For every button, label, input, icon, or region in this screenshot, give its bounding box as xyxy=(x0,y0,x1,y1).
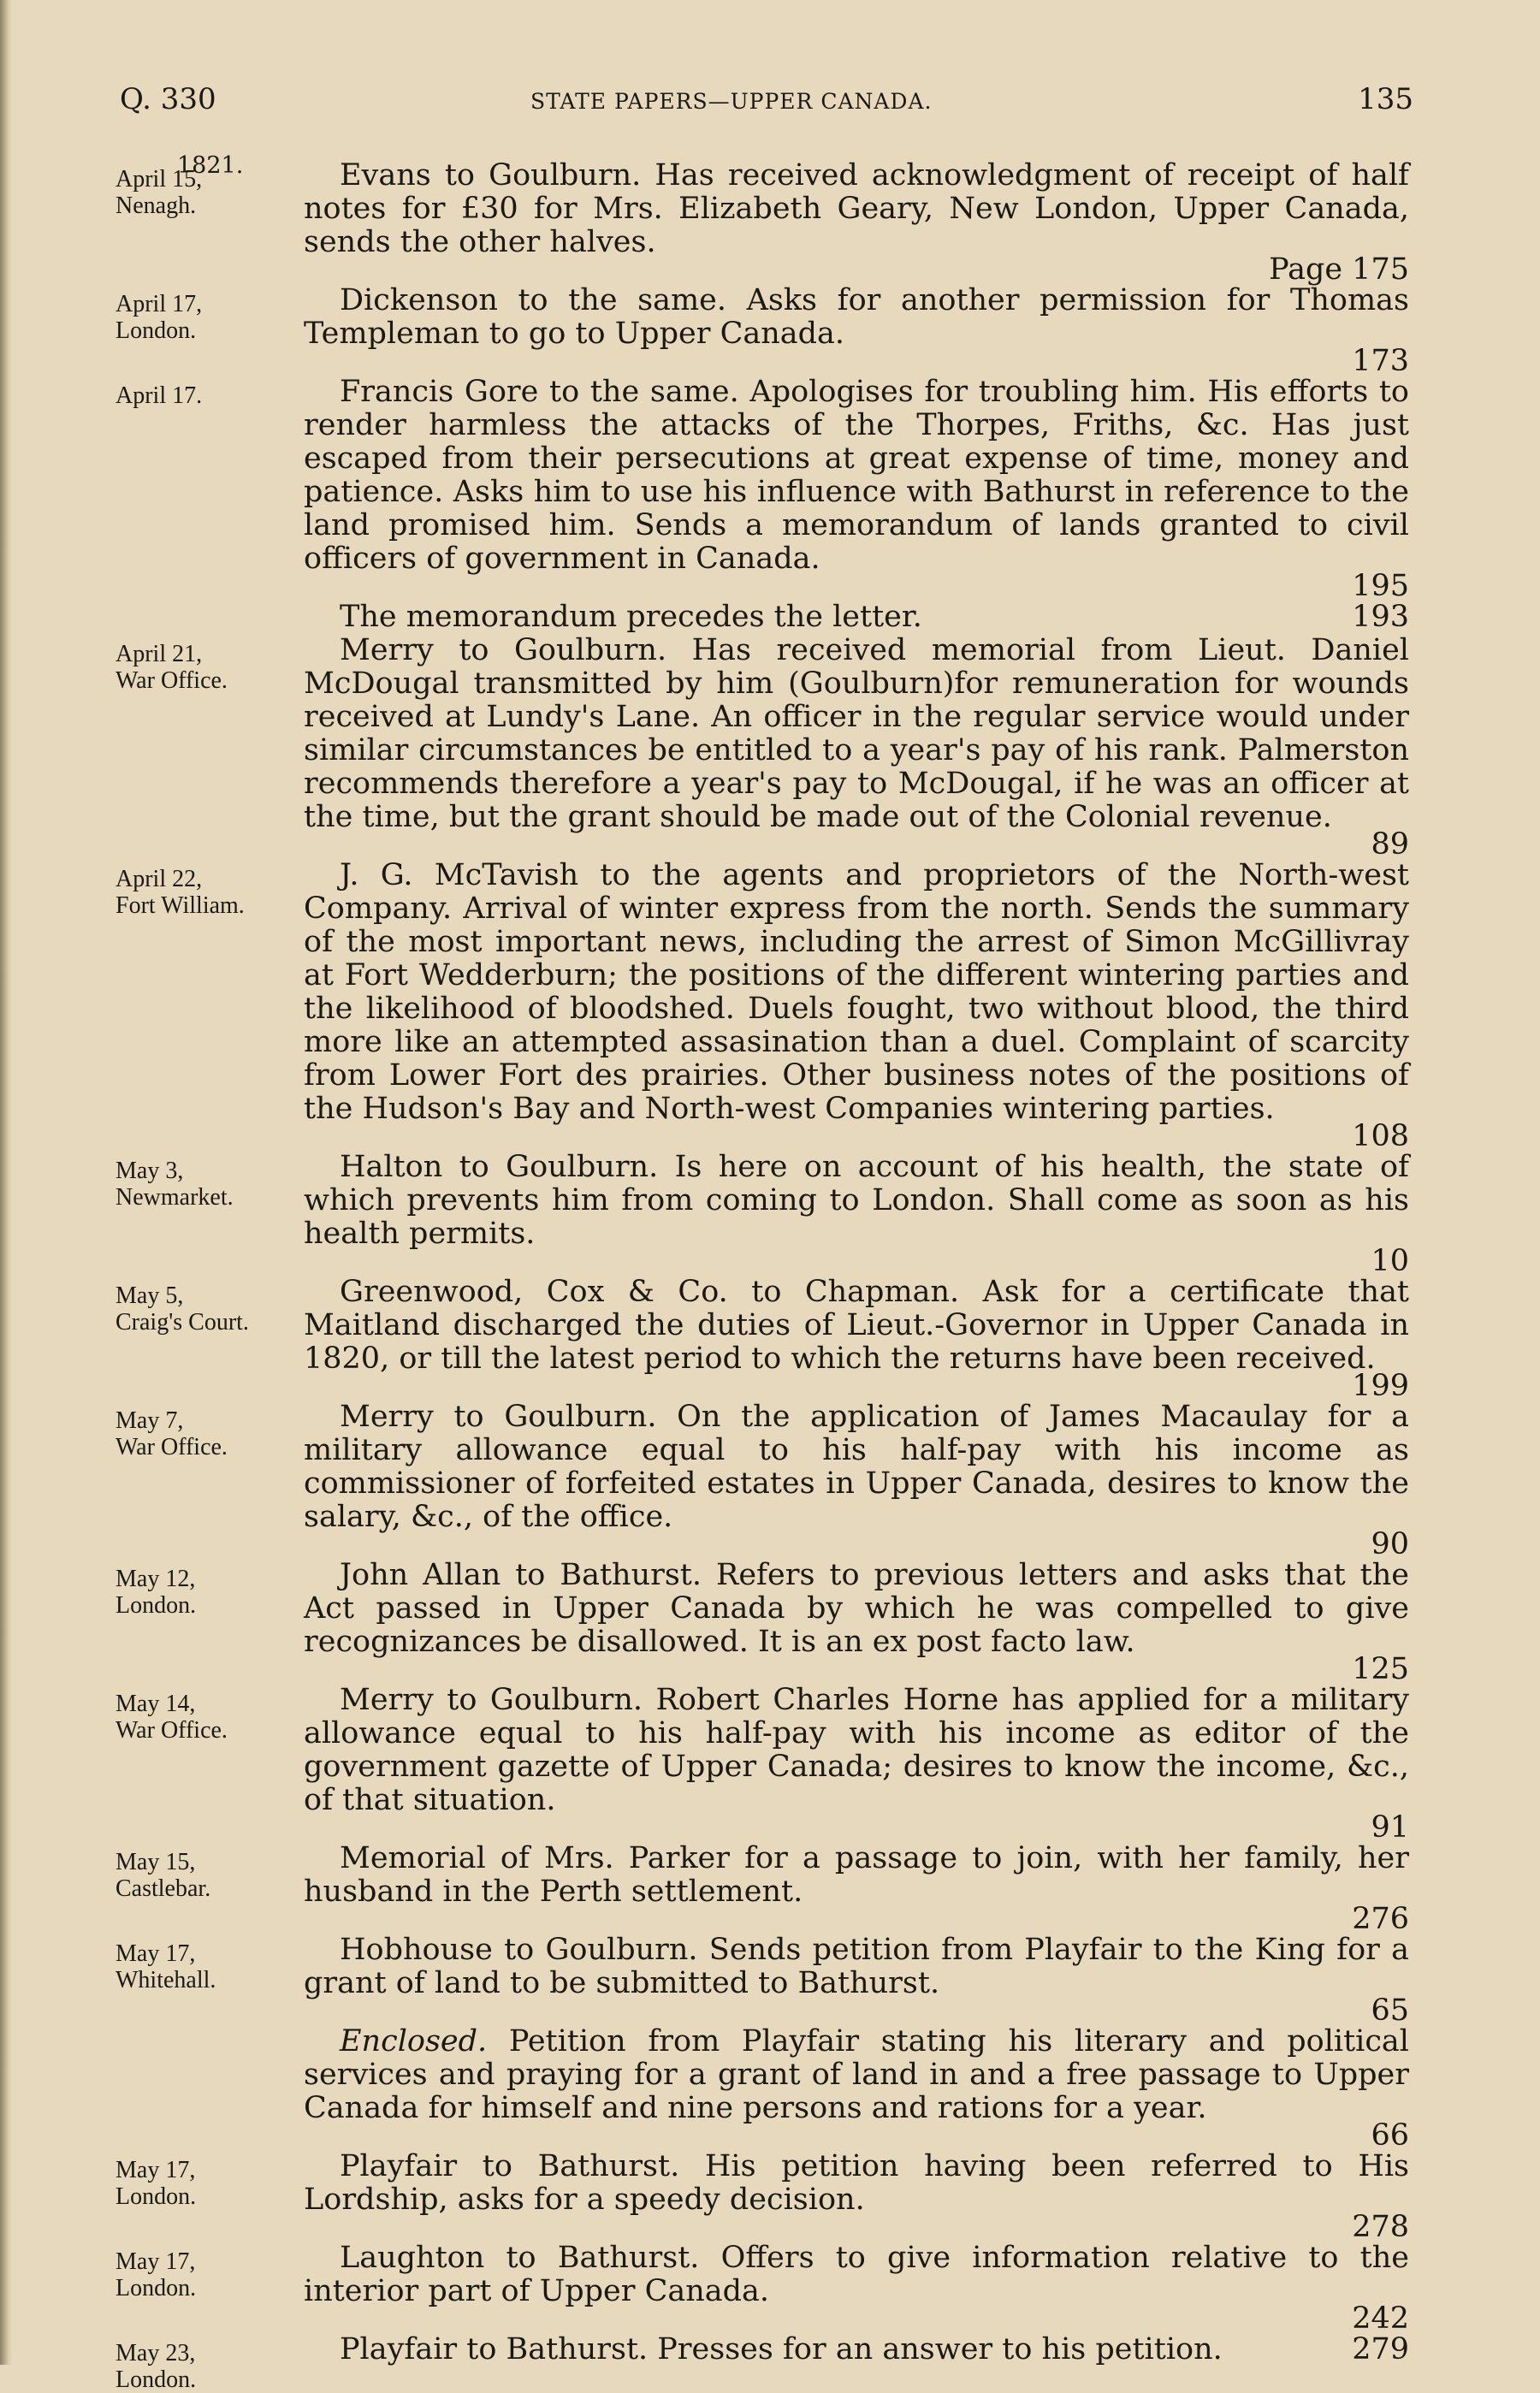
entry-body xyxy=(304,1401,1409,1559)
list-item xyxy=(0,376,1540,634)
page-reference: 90 xyxy=(1371,1527,1409,1561)
entry-summary: Hobhouse to Goulburn. Sends petition from Playfair to the King for a grant of land to be submitted to Bathurst. xyxy=(304,1933,1409,2000)
entry-date: May 12, London. xyxy=(116,1566,197,1619)
entry-body xyxy=(304,158,1409,287)
entry-date: April 17, London. xyxy=(116,291,203,344)
list-item xyxy=(0,1842,1540,1934)
entry-body xyxy=(304,2150,1409,2242)
page-reference: 89 xyxy=(1371,827,1409,862)
page-reference: 199 xyxy=(1352,1369,1409,1403)
entry-date: May 14, War Office. xyxy=(116,1691,228,1744)
entry-body xyxy=(304,2241,1409,2336)
entry-body xyxy=(304,1559,1409,1684)
note-page-reference: 193 xyxy=(1352,600,1409,634)
entry-body xyxy=(304,1842,1409,1934)
page-reference: 125 xyxy=(1352,1652,1409,1686)
entry-body xyxy=(304,376,1409,634)
enclosure-page-reference: 66 xyxy=(1371,2118,1409,2153)
entry-body xyxy=(304,1683,1409,1845)
entry-summary: Francis Gore to the same. Apologises for troubling him. His efforts to render harmless the attacks of the Thorpes, Friths, &c. Has just escaped from their persecutions at great expense of time, money and patience. Asks him to use his influence with Bathurst in reference to the land promised him. Sends a memorandum of lands granted to civil officers of government in Canada. xyxy=(304,375,1409,576)
page-reference: 91 xyxy=(1371,1810,1409,1845)
list-item xyxy=(0,1401,1540,1559)
list-item xyxy=(0,2241,1540,2336)
page-reference: 278 xyxy=(1352,2210,1409,2244)
entry-date: May 7, War Office. xyxy=(116,1407,228,1460)
entry-date: April 15, Nenagh. xyxy=(116,166,203,219)
entry-body xyxy=(304,1276,1409,1401)
entry-body xyxy=(304,859,1409,1151)
entry-summary: Merry to Goulburn. Has received memorial from Lieut. Daniel McDougal transmitted by him (Goulburn)for remuneration for wounds received at Lundy's Lane. An officer in the regular service would under similar circumstances be entitled to a year's pay of his rank. Palmerston recommends therefore a year's pay to McDougal, if he was an officer at the time, but the grant should be made out of the Colonial revenue. xyxy=(304,633,1409,834)
list-item xyxy=(0,2150,1540,2242)
entry-summary: Dickenson to the same. Asks for another permission for Thomas Templeman to go to Upper Canada. xyxy=(304,283,1409,351)
page-reference: 108 xyxy=(1352,1119,1409,1153)
entry-summary: Merry to Goulburn. Robert Charles Horne has applied for a military allowance equal to his half-pay with his income as editor of the government gazette of Upper Canada; desires to know the income, &c., of that situation. xyxy=(304,1683,1409,1817)
entry-date: May 17, London. xyxy=(116,2248,197,2301)
entry-summary: Memorial of Mrs. Parker for a passage to join, with her family, her husband in the Perth settlement. xyxy=(304,1841,1409,1909)
list-item xyxy=(0,284,1540,376)
page-number: 135 xyxy=(1358,82,1413,116)
list-item xyxy=(0,158,1540,287)
page-reference: 242 xyxy=(1352,2301,1409,2336)
page-reference: 173 xyxy=(1352,344,1409,378)
entry-body xyxy=(304,1933,1409,2153)
calendar-entries xyxy=(0,158,1540,2393)
list-item xyxy=(0,1151,1540,1276)
list-item xyxy=(0,1933,1540,2153)
page-reference: 10 xyxy=(1371,1244,1409,1278)
entry-date: May 3, Newmarket. xyxy=(116,1158,234,1211)
list-item xyxy=(0,1276,1540,1401)
entry-note: The memorandum precedes the letter. 193 xyxy=(340,600,1409,634)
entry-date: April 22, Fort William. xyxy=(116,866,245,919)
entry-summary: John Allan to Bathurst. Refers to previous letters and asks that the Act passed in Upper Canada by which he was compelled to give recognizances be disallowed. It is an ex post facto law. xyxy=(304,1558,1409,1659)
entry-date: May 17, Whitehall. xyxy=(116,1940,216,1993)
entry-summary: Merry to Goulburn. On the application of James Macaulay for a military allowance equal to his half-pay with his income as commissioner of forfeited estates in Upper Canada, desires to know the salary, &c., of the office. xyxy=(304,1400,1409,1534)
entry-summary: J. G. McTavish to the agents and proprietors of the North-west Company. Arrival of winter express from the north. Sends the summary of the most important news, including the arrest of Simon McGillivray at Fort Wedderburn; the positions of the different wintering parties and the likelihood of bloodshed. Duels fought, two without blood, the third more like an attempted assasination than a duel. Complaint of scarcity from Lower Fort des prairies. Other business notes of the positions of the Hudson's Bay and North-west Companies wintering parties. xyxy=(304,858,1409,1126)
entry-summary: Laughton to Bathurst. Offers to give information relative to the interior part of Upper Canada. xyxy=(304,2241,1409,2308)
volume-reference: Q. 330 xyxy=(120,82,216,116)
list-item xyxy=(0,1559,1540,1684)
list-item xyxy=(0,2332,1540,2393)
running-title: STATE PAPERS—UPPER CANADA. xyxy=(530,89,933,114)
page-reference: 276 xyxy=(1352,1902,1409,1936)
entry-summary: Greenwood, Cox & Co. to Chapman. Ask for a certificate that Maitland discharged the duties of Lieut.-Governor in Upper Canada in 1820, or till the latest period to which the returns have been received. xyxy=(304,1275,1409,1376)
entry-date: May 15, Castlebar. xyxy=(116,1849,211,1902)
entry-date: April 17. xyxy=(116,382,203,409)
entry-date: May 23, London. xyxy=(116,2340,197,2393)
list-item xyxy=(0,1683,1540,1845)
page-reference: 65 xyxy=(1371,1993,1409,2028)
page-reference: Page 175 xyxy=(1269,252,1409,287)
entry-date: May 17, London. xyxy=(116,2157,197,2210)
entry-body xyxy=(304,2333,1409,2366)
list-item xyxy=(0,633,1540,862)
enclosure-note: Enclosed. Petition from Playfair stating his literary and political services and praying for a grant of land in and a free passage to Upper Canada for himself and nine persons and rations for a year. xyxy=(304,2024,1409,2125)
year-heading: 1821. xyxy=(177,152,244,179)
entry-summary: Evans to Goulburn. Has received acknowledgment of receipt of half notes for £30 for Mrs. Elizabeth Geary, New London, Upper Canada, sends the other halves. xyxy=(304,158,1409,259)
entry-body xyxy=(304,633,1409,862)
entry-date: April 21, War Office. xyxy=(116,641,228,694)
enclosed-label: Enclosed. xyxy=(340,2024,488,2058)
entry-body xyxy=(304,1151,1409,1276)
entry-body xyxy=(304,284,1409,376)
page-header xyxy=(120,82,1413,123)
entry-summary: Halton to Goulburn. Is here on account of his health, the state of which prevents him from coming to London. Shall come as soon as his health permits. xyxy=(304,1150,1409,1251)
page-reference: 195 xyxy=(1352,569,1409,603)
entry-date: May 5, Craig's Court. xyxy=(116,1282,249,1336)
list-item xyxy=(0,859,1540,1151)
entry-summary: Playfair to Bathurst. His petition having been referred to His Lordship, asks for a speedy decision. xyxy=(304,2149,1409,2217)
page-reference: 279 xyxy=(1352,2332,1409,2366)
entry-summary: Playfair to Bathurst. Presses for an answer to his petition. 279 xyxy=(340,2332,1409,2366)
